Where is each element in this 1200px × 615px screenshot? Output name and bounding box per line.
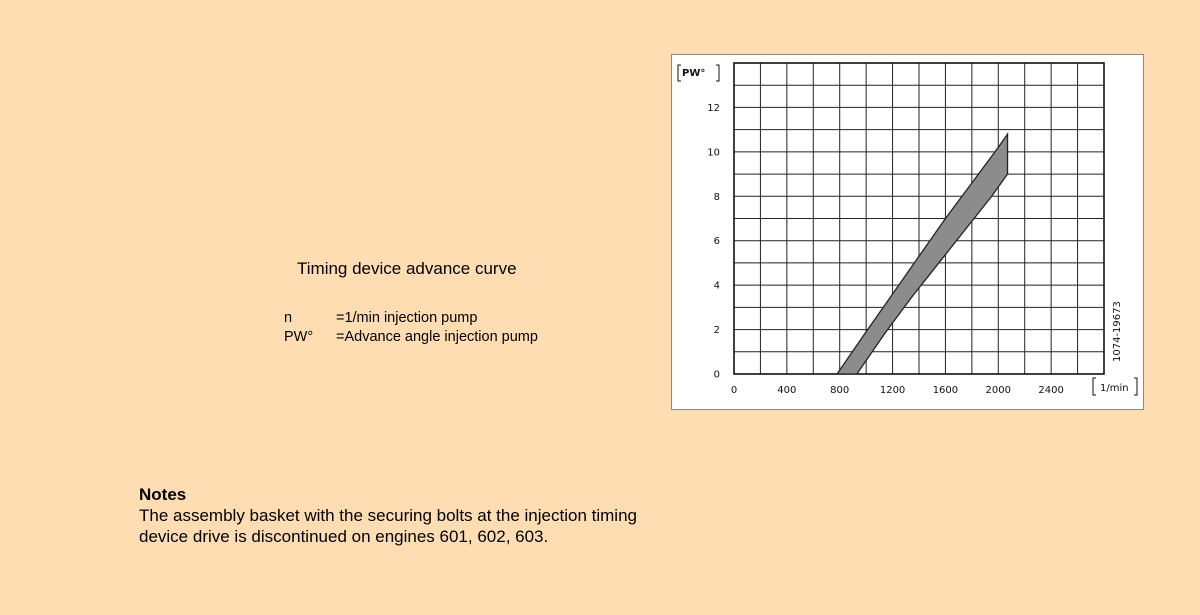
chart-svg — [672, 55, 1143, 409]
x-axis-label: 1/min — [1100, 383, 1129, 394]
legend-text: =Advance angle injection pump — [336, 329, 538, 345]
x-tick-label: 400 — [777, 385, 797, 396]
y-tick-label: 12 — [707, 102, 720, 114]
x-tick-label: 2400 — [1038, 385, 1064, 396]
x-tick-label: 800 — [830, 385, 850, 396]
legend-symbol: n — [284, 310, 293, 326]
symbol-legend — [284, 309, 538, 347]
y-tick-label: 8 — [713, 191, 720, 203]
advance-curve-chart — [671, 54, 1144, 410]
notes-body: The assembly basket with the securing bolts at the injection timing device drive is discontinued on engines 601, 602, 603. — [139, 506, 637, 546]
legend-row-n — [284, 309, 538, 328]
x-tick-label: 0 — [730, 385, 738, 396]
figure-reference-number: 1074-19673 — [1112, 301, 1123, 362]
advance-band — [837, 134, 1007, 374]
x-tick-label: 2000 — [985, 385, 1012, 396]
notes-heading: Notes — [139, 485, 187, 504]
x-tick-label: 1600 — [932, 385, 959, 396]
legend-text: =1/min injection pump — [336, 310, 478, 326]
y-tick-label: 0 — [713, 369, 720, 381]
x-tick-label: 1200 — [879, 385, 906, 396]
y-tick-label: 10 — [707, 147, 720, 159]
legend-symbol: PW° — [284, 329, 314, 345]
legend-row-pw — [284, 328, 538, 347]
y-tick-label: 6 — [713, 236, 720, 248]
chart-caption: Timing device advance curve — [297, 259, 517, 278]
y-tick-label: 4 — [713, 280, 720, 292]
y-tick-label: 2 — [713, 325, 720, 337]
notes-section — [139, 484, 659, 547]
y-axis-label: PW° — [682, 68, 706, 79]
